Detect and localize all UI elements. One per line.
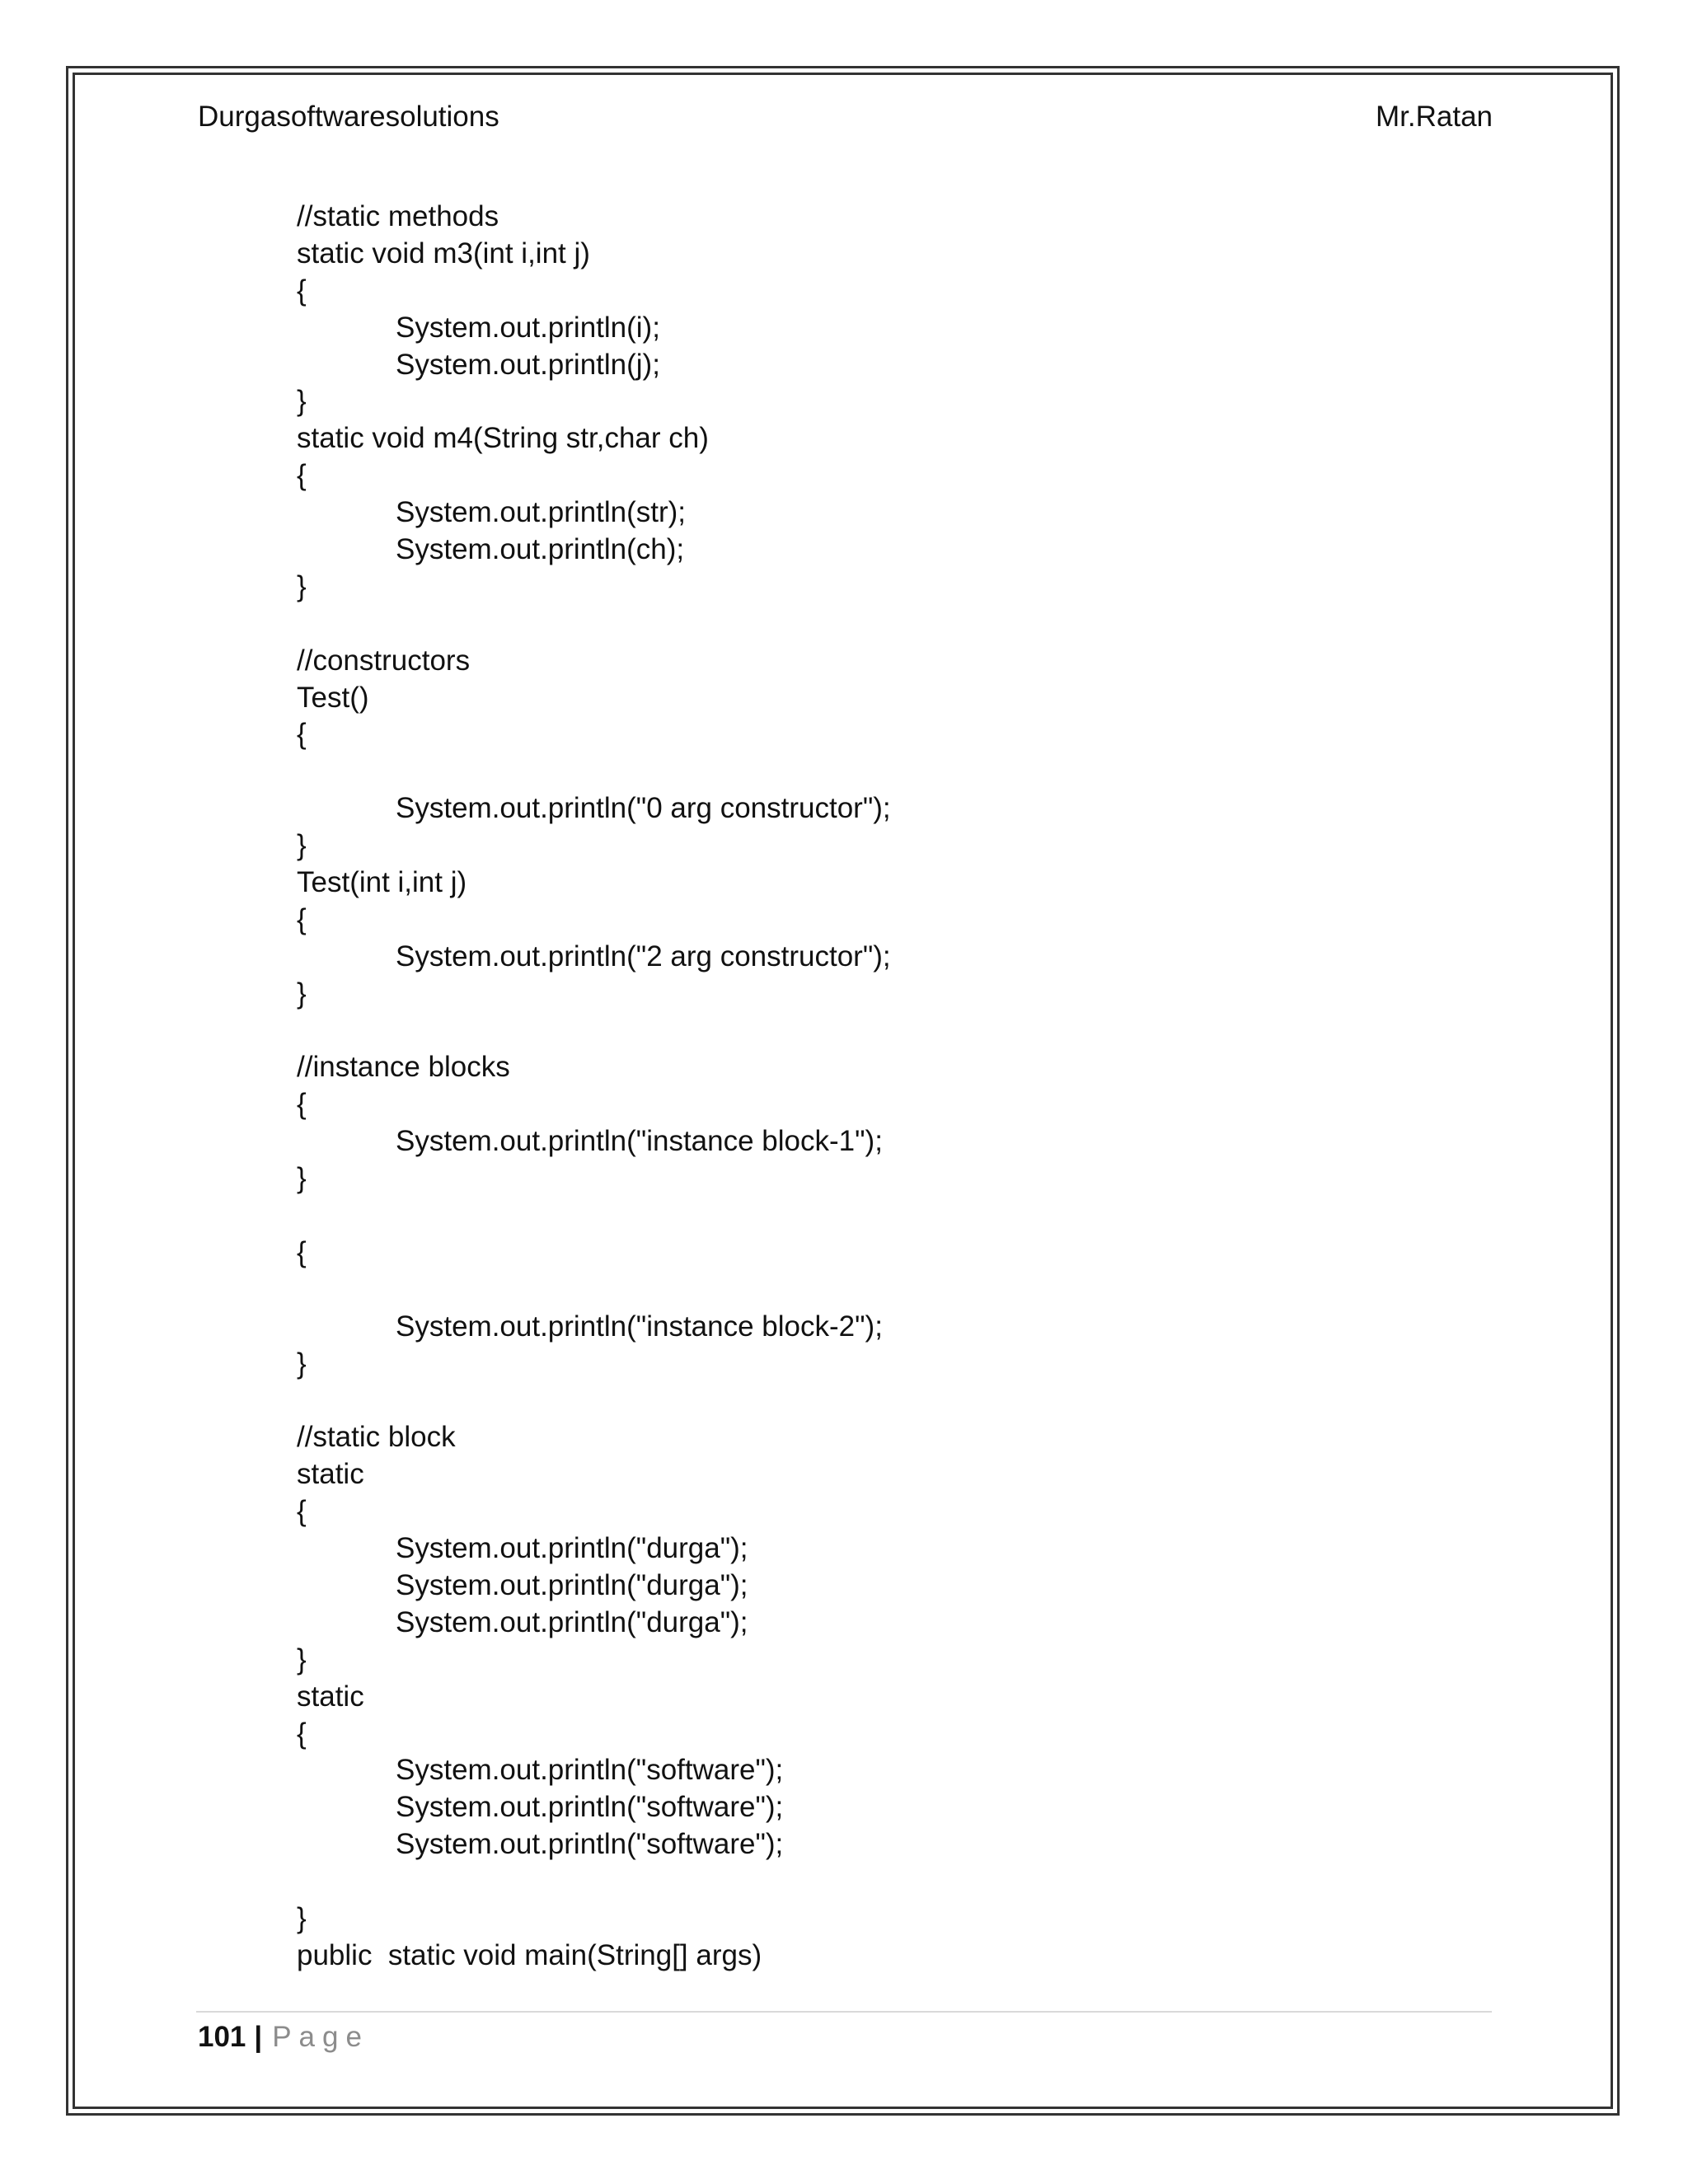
code-line: {	[297, 1495, 307, 1528]
code-line: System.out.println("instance block-2");	[396, 1310, 883, 1343]
code-line: {	[297, 1235, 307, 1268]
code-line: //constructors	[297, 644, 471, 677]
code-line: System.out.println(ch);	[396, 533, 685, 566]
page-number: 101	[198, 2021, 246, 2053]
code-line: System.out.println("software");	[396, 1828, 784, 1861]
header-company-name: Durgasoftwaresolutions	[198, 101, 499, 133]
code-blank-line	[297, 753, 891, 790]
code-line: Test()	[297, 681, 369, 714]
code-line: static	[297, 1458, 364, 1491]
code-line: static void m3(int i,int j)	[297, 237, 590, 269]
footer-divider	[196, 2011, 1492, 2013]
code-blank-line	[297, 1013, 891, 1050]
code-blank-line	[297, 1197, 891, 1235]
code-line: }	[297, 1347, 307, 1380]
code-line: static	[297, 1680, 364, 1713]
code-line: //instance blocks	[297, 1051, 510, 1084]
code-listing	[297, 199, 891, 1975]
page-footer	[198, 2018, 369, 2057]
code-line: System.out.println("software");	[396, 1754, 784, 1787]
code-blank-line	[297, 1383, 891, 1420]
code-line: Test(int i,int j)	[297, 866, 467, 899]
code-line: {	[297, 902, 307, 935]
page-label: Page	[272, 2021, 369, 2053]
code-line: {	[297, 1717, 307, 1750]
code-line: }	[297, 385, 307, 418]
code-line: }	[297, 1162, 307, 1195]
code-line: System.out.println(i);	[396, 311, 660, 344]
code-line: }	[297, 977, 307, 1010]
code-line: //static block	[297, 1421, 456, 1454]
code-line: {	[297, 1088, 307, 1121]
code-line: {	[297, 274, 307, 307]
code-line: }	[297, 569, 307, 602]
code-blank-line	[297, 606, 891, 643]
code-line: }	[297, 829, 307, 862]
code-line: //static methods	[297, 200, 499, 232]
code-line: System.out.println("software");	[396, 1791, 784, 1824]
code-line: System.out.println("2 arg constructor");	[396, 940, 891, 972]
page-separator: |	[254, 2021, 263, 2053]
code-line: }	[297, 1643, 307, 1675]
code-line: }	[297, 1901, 307, 1934]
code-line: static void m4(String str,char ch)	[297, 422, 709, 455]
code-line: {	[297, 718, 307, 751]
code-line: public static void main(String[] args)	[297, 1938, 762, 1971]
code-line: System.out.println("durga");	[396, 1532, 748, 1565]
code-line: System.out.println(str);	[396, 496, 687, 529]
code-line: System.out.println("durga");	[396, 1568, 748, 1601]
code-blank-line	[297, 1272, 891, 1309]
header-author-name: Mr.Ratan	[1376, 101, 1493, 133]
code-line: {	[297, 459, 307, 492]
code-line: System.out.println("0 arg constructor");	[396, 792, 891, 825]
code-line: System.out.println("durga");	[396, 1605, 748, 1638]
code-line: System.out.println(j);	[396, 348, 660, 381]
code-line: System.out.println("instance block-1");	[396, 1125, 883, 1158]
code-blank-line	[297, 1863, 891, 1900]
